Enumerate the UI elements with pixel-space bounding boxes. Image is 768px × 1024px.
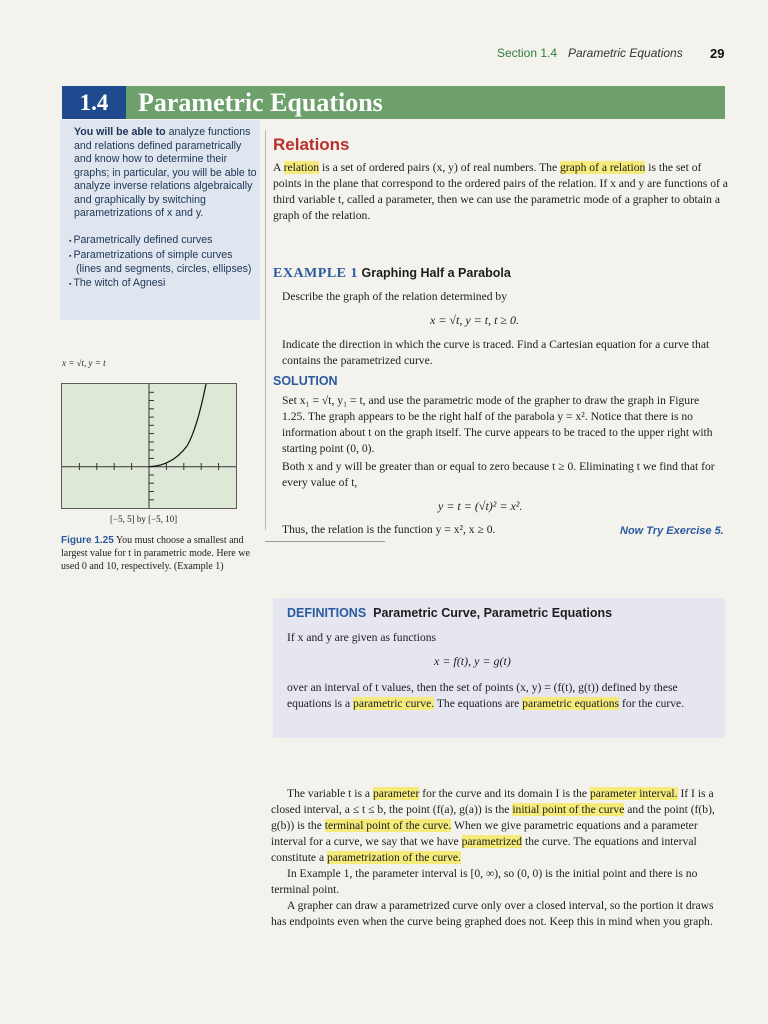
closing-paragraph-3: A grapher can draw a parametrized curve only over a closed interval, so the portion it draws has endpoints even when the curve being graphed does not. Keep this in mind when you graph. <box>271 899 714 928</box>
definition-label: DEFINITIONS <box>287 606 367 620</box>
header-title: Parametric Equations <box>568 46 683 60</box>
objectives-lead: You will be able to <box>74 126 166 138</box>
header-section: Section 1.4 <box>497 46 558 60</box>
term-parameter-interval: parameter interval. <box>589 787 678 800</box>
page-number: 29 <box>710 46 725 61</box>
closing-paragraph-1: The variable t is a parameter for the curve and its domain I is the parameter interval. If I is a closed interval, a ≤ t ≤ b, the point (f(a), g(a)) is the initial point of the curve and the point (f(b), g(b)) is the terminal point of the curve. When we give parametric equations and a parameter interval for a curve, we say that we have parametrized the curve. The equations and interval constitute a parametrization of the curve. <box>271 787 715 864</box>
objective-item: ▪ Parametrizations of simple curves (lines and segments, circles, ellipses) <box>66 249 258 277</box>
term-terminal-point: terminal point of the curve. <box>324 819 452 832</box>
term-parametric-equations: parametric equations <box>522 697 620 710</box>
term-parametrization: parametrization of the curve. <box>327 851 461 864</box>
objective-item: ▪ Parametrically defined curves <box>66 234 258 249</box>
figure-caption-text: You must choose a smallest and largest value for t in parametric mode. Here we used 0 and 10, respectively. (Example 1) <box>61 535 250 572</box>
objectives-list <box>66 234 258 291</box>
figure-window: [−5, 5] by [−5, 10] <box>110 514 178 524</box>
example-prompt: Describe the graph of the relation determined by <box>282 290 508 303</box>
example-equation: x = √t, y = t, t ≥ 0. <box>430 313 520 327</box>
section-banner <box>62 86 725 119</box>
solution-paragraph-2: Both x and y will be greater than or equal to zero because t ≥ 0. Eliminating t we find that for every value of t, <box>282 460 715 489</box>
graph-svg <box>62 384 236 508</box>
definition-title: Parametric Curve, Parametric Equations <box>373 606 613 620</box>
relations-paragraph: A relation is a set of ordered pairs (x, y) of real numbers. The graph of a relation is the set of points in the plane that correspond to the ordered pairs of the relation. If x and y are functions of a third variable t, called a parameter, then we can use the parametric mode of a grapher to obtain a graph of the relation. <box>273 161 728 222</box>
term-parametrized: parametrized <box>461 835 523 848</box>
section-number: 1.4 <box>62 86 126 119</box>
figure-caption <box>61 534 261 573</box>
example-label: EXAMPLE 1 <box>273 266 358 281</box>
figure-equation: x = √t, y = t <box>62 358 106 368</box>
term-parameter: parameter <box>372 787 420 800</box>
figure-label: Figure 1.25 <box>61 535 114 546</box>
solution-heading: SOLUTION <box>273 374 338 388</box>
objectives-intro <box>74 126 260 221</box>
parabola-curve <box>149 384 206 467</box>
y-ticks <box>149 392 154 500</box>
figure-graph <box>61 383 237 509</box>
definition-heading <box>287 606 612 620</box>
term-graph-of-relation: graph of a relation <box>560 161 646 174</box>
closing-paragraph-2: In Example 1, the parameter interval is [0, ∞), so (0, 0) is the initial point and there is no terminal point. <box>271 867 698 896</box>
term-parametric-curve: parametric curve. <box>353 697 435 710</box>
relations-heading: Relations <box>273 135 350 154</box>
solution-paragraph-1: Set x₁ = √t, y₁ = t, and use the parametric mode of the grapher to draw the graph in Figure 1.25. The graph appears to be the right half of the parabola y = x². Notice that there is no information about t on the graph itself. The curve appears to be traced to the upper right with starting point (0, 0). <box>282 394 713 455</box>
solution-conclusion: Thus, the relation is the function y = x², x ≥ 0. <box>282 523 496 536</box>
definition-line: If x and y are given as functions <box>287 631 437 644</box>
example-heading <box>273 266 511 282</box>
definition-equation: x = f(t), y = g(t) <box>434 654 511 668</box>
column-rule <box>265 130 266 530</box>
section-title: Parametric Equations <box>138 88 383 117</box>
term-initial-point: initial point of the curve <box>512 803 625 816</box>
objective-item: ▪ The witch of Agnesi <box>66 277 258 292</box>
example-task: Indicate the direction in which the curve is traced. Find a Cartesian equation for a curve that contains the parametrized curve. <box>282 338 710 367</box>
solution-equation: y = t = (√t)² = x². <box>438 499 523 513</box>
example-end-rule <box>265 541 385 542</box>
running-header <box>0 46 768 64</box>
now-try-link[interactable]: Now Try Exercise 5. <box>620 525 724 537</box>
objectives-text: analyze functions and relations defined parametrically and know how to determine their graphs; in particular, you will be able to analyze inverse relations algebraically and graphically by switching parametrizations of x and y. <box>74 126 257 219</box>
term-relation: relation <box>283 161 320 174</box>
example-title: Graphing Half a Parabola <box>361 266 511 280</box>
definition-paragraph: over an interval of t values, then the set of points (x, y) = (f(t), g(t)) defined by these equations is a parametric curve. The equations are parametric equations for the curve. <box>287 681 685 710</box>
